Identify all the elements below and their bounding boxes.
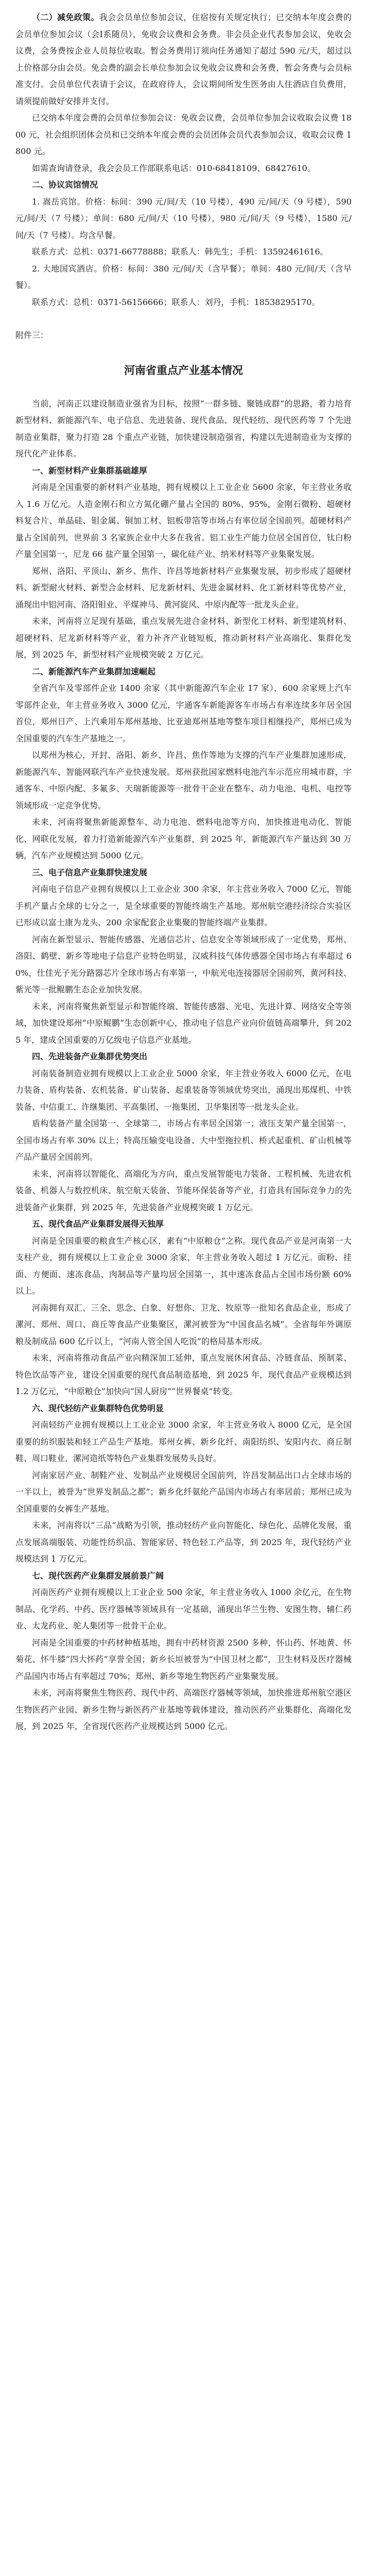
section-title: 五、现代食品产业集群发展得天独厚: [32, 1219, 164, 1229]
hotel-2-info: 2. 大地国宾酒店。价格：标间：380 元/间/天（含早餐）；单间：480 元/间/天（含早餐）。: [15, 263, 352, 290]
section-paragraph: 盾构装备产量全国第一、全球第二，市场占有率居全国第一；液压支架产量全国第一，全国市场占有率 30% 以上；特高压输变电设备、大中型拖拉机、桥式起重机、矿山机械等产品产量居全国前列。: [15, 1118, 352, 1162]
section-title: 一、新型材料产业集群基础雄厚: [32, 465, 148, 476]
paragraph-member-fee: 已交纳本年度会费的会员单位参加会议：免收会议费，会员单位参加会议收取会议费 1800 元，社会组织团体会员和已交纳本年度会费的会员团体会员代表参加会议，收取会议费 1800 元。: [15, 113, 352, 156]
section-paragraph: 未来，河南将以智能化、高端化为方向，重点发展智能电力装备、工程机械、先进农机装备、机器人与数控机床、航空航天装备、节能环保装备等产业，打造具有国际竞争力的先进装备产业集群，到 2025 年，先进装备产业规模突破 1 万亿元。: [15, 1168, 352, 1212]
section-paragraph: 河南拥有双汇、三全、思念、白象、好想你、卫龙、牧原等一批知名食品企业，形成了漯河、郑州、周口、商丘等食品产业集聚区，漯河被誉为“中国食品名城”。全省每年外调原粮及制成品 600 亿斤以上，“河南人管全国人吃饭”的格局基本形成。: [15, 1302, 352, 1346]
section-title: 六、现代轻纺产业集群特色优势明显: [32, 1403, 164, 1413]
hotel-2-contact: 联系方式：总机：0371-56156666；联系人：刘丹，手机：18538295170。: [32, 297, 320, 307]
section-paragraph: 以郑州为核心，开封、洛阳、新乡、许昌、焦作等地为支撑的汽车产业集群加速形成，新能源汽车、智能网联汽车产业快速发展。郑州获批国家燃料电池汽车示范应用城市群，宇通客车、中原内配、多氟多、天瑞新能源等一批骨干企业在整车、动力电池、电机、电控等领域形成一定竞争优势。: [15, 750, 352, 810]
section-paragraph: 未来，河南将推动食品产业向精深加工延伸，重点发展休闲食品、冷链食品、预制菜、特色饮品等产业，建设全国重要的现代食品制造基地，到 2025 年，现代食品产业规模达到 1.2 万亿元，“中原粮仓”加快向“国人厨房”“世界餐桌”转变。: [15, 1353, 352, 1396]
section-paragraph: 未来，河南将聚焦新能源整车、动力电池、燃料电池等方向，加快推进电动化、智能化、网联化发展，着力打造新能源汽车产业集群，到 2025 年，新能源汽车产量达到 30 万辆，汽车产业规模达到 5000 亿元。: [15, 817, 352, 860]
exemption-label: （二）减免政策。: [32, 12, 99, 22]
section-paragraph: 全省汽车及零部件企业 1400 余家（其中新能源汽车企业 17 家），600 余家规上汽车零部件企业，年主营业务收入 3000 亿元，宇通客车新能源客车市场占有率连续多年居全国首位，郑州日产、上汽乘用车郑州基地、比亚迪郑州基地等整车项目相继投产，郑州已成为全国重要的汽车生产基地之一。: [15, 683, 352, 743]
paragraph-exemption: [15, 9, 352, 110]
exemption-text: 我会会员单位参加会议，住宿按有关规定执行；已交纳本年度会费的会员单位参加会议（会Ⅰ系随员），免收会议费和会务费。非会员企业代表参加会议，免收会议费，会务费按企业人员每位收取。暂会务费用订须向任务通知了超过 590 元/天，超过以上价格部分由会员。免会费的副会长单位参加会议免收会议费和会务费，暂会务费与会员标准支付。会员单位代表请于会议，在政府待人，会议期间所发生医务由人住酒店自负费用，请须提前做好安排并支付。: [15, 12, 352, 106]
section-title: 二、新能源汽车产业集群加速崛起: [32, 666, 156, 676]
attachment-label: 附件三：: [15, 330, 49, 340]
section-paragraph: 郑州、洛阳、平顶山、新乡、焦作、许昌等地新材料产业集聚发展，初步形成了超硬材料、新型耐火材料、新型合金材料、尼龙新材料、先进金属材料、化工新材料等优势产业，涌现出中铝河南、洛阳钼业、平煤神马、黄河旋风、中原内配等一批龙头企业。: [15, 566, 352, 609]
industry-sections: [15, 463, 352, 1735]
section-title: 四、先进装备产业集群优势突出: [32, 1052, 148, 1061]
section-paragraph: 河南装备制造业拥有规模以上工业企业 5000 余家，年主营业务收入 6000 亿元，在电力装备、盾构装备、农机装备、矿山装备、起重装备等领域优势突出，涌现出郑煤机、中铁装备、中信重工、许继集团、平高集团、一拖集团、卫华集团等一批龙头企业。: [15, 1068, 352, 1112]
section-paragraph: 河南轻纺产业拥有规模以上工业企业 3000 余家，年主营业务收入 8000 亿元，是全国重要的纺织服装和轻工产品生产基地。郑州女裤、新乡化纤、南阳纺织、安阳内衣、商丘制鞋、周口鞋业、漯河造纸等特色产业集群发展势头良好。: [15, 1420, 352, 1463]
section-paragraph: 河南家居产业、制鞋产业、发制品产业规模居全国前列，许昌发制品出口占全球市场的一半以上，被誉为“世界发制品之都”；新乡化纤氨纶产品国内市场占有率居前；郑州已成为全国重要的女裤生产基地。: [15, 1470, 352, 1514]
section-paragraph: 河南是全国重要的新材料产业基地，拥有规模以上工业企业 5600 余家，年主营业务收入 1.6 万亿元。人造金刚石和立方氮化硼产量占全国的 80%、95%，金刚石微粉、超硬材料复合片、单晶硅、钼金属、铜加工材、铝板带箔等市场占有率位居全国前列。超硬材料产量占全国前列，世界前 3 名家族企业中大多在我省。铝工业生产能力位居全国首位，钛白粉产量全国第一，尼龙 66 盐产量全国第一，碳化硅产业、纳米材料等产业集聚发展。: [15, 482, 352, 559]
section-paragraph: 未来，河南将立足现有基础，重点发展先进合金材料、新型化工材料、新型建筑材料、超硬材料、尼龙新材料等产业，着力补齐产业链短板，推动新材料产业高端化、集群化发展，到 2025 年，新型材料产业规模突破 2 万亿元。: [15, 616, 352, 659]
section-title: 七、现代医药产业集群发展前景广阔: [32, 1570, 164, 1581]
section-title: 三、电子信息产业集群快速发展: [32, 867, 148, 877]
section-paragraph: 河南是全国重要的中药材种植基地，拥有中药材资源 2500 多种，怀山药、怀地黄、怀菊花、怀牛膝“四大怀药”享誉全国；新乡长垣被誉为“中国卫材之都”，卫生材料及医疗器械产品国内市场占有率超过 70%；郑州、新乡等地生物医药产业集聚发展。: [15, 1637, 352, 1681]
hotel-1-info: 1. 嵩岳宾馆。价格：标间：390 元/间/天（10 号楼），490 元/间/天（9 号楼），590 元/间/天（7 号楼）；单间：680 元/间/天（10 号楼），980 元/间/天（9 号楼），1580 元/间/天（7 号楼）。均含早餐。: [15, 196, 352, 240]
section-title-hotels: 二、协议宾馆情况: [32, 180, 98, 190]
section-paragraph: 未来，河南将聚焦新型显示和智能终端、智能传感器、光电、先进计算、网络安全等领域，加快建设郑州“中原鲲鹏”生态创新中心，推动电子信息产业向价值链高端攀升，到 2025 年，建成全国重要的万亿级电子信息产业基地。: [15, 1001, 352, 1045]
paragraph-contact: 如需查询请登录，我会会员工作部联系电话：010-68418109、68427610。: [32, 163, 316, 173]
section-paragraph: 河南医药产业拥有规模以上工业企业 500 余家，年主营业务收入 1000 余亿元，在生物制品、化学药、中药、医疗器械等领域具有一定基础，涌现出华兰生物、安图生物、辅仁药业、太龙药业、驼人集团等一批骨干企业。: [15, 1587, 352, 1631]
section-paragraph: 河南电子信息产业拥有规模以上工业企业 300 余家，年主营业务收入 7000 亿元，智能手机产量占全球的七分之一，是全球重要的智能终端生产基地。郑州航空港经济综合实验区已形成以富士康为龙头、200 余家配套企业集聚的智能终端产业集群。: [15, 884, 352, 927]
section-paragraph: 未来，河南将以“三品”战略为引领，推动轻纺产业向智能化、绿色化、品牌化发展，重点发展高端服装、功能性纺织品、智能家居、特色轻工产品等，到 2025 年，现代轻纺产业规模达到 1 万亿元。: [15, 1520, 352, 1564]
section-paragraph: 河南是全国重要的粮食生产核心区，素有“中原粮仓”之称。现代食品产业是河南第一大支柱产业，拥有规模以上工业企业 3000 余家，年主营业务收入超过 1 万亿元。面粉、挂面、方便面、速冻食品、肉制品等产量均居全国第一，其中速冻食品占全国市场份额 60% 以上。: [15, 1235, 352, 1296]
hotel-1-contact: 联系方式：总机：0371-66778888；联系人：韩先生；手机：13592461616。: [32, 247, 328, 257]
document-title: 河南省重点产业基本情况: [124, 363, 243, 377]
section-paragraph: 未来，河南将聚焦生物医药、现代中药、高端医疗器械等领域，加快推进郑州航空港区生物医药产业园、新乡生物与新医药产业基地等载体建设，推动医药产业集群化、高端化发展，到 2025 年，全省现代医药产业规模达到 5000 亿元。: [15, 1688, 352, 1731]
intro-paragraph: 当前，河南正以建设制造业强省为目标，按照“一群多链、聚链成群”的思路，着力培育新型材料、新能源汽车、电子信息、先进装备、现代食品、现代轻纺、现代医药等 7 个先进制造业集群，聚力打造 28 个重点产业链，加快建设制造强省，构建以先进制造业为支撑的现代化产业体系。: [15, 398, 352, 459]
section-paragraph: 河南在新型显示、智能传感器、光通信芯片、信息安全等领域形成了一定优势，郑州、洛阳、鹤壁、新乡等地电子信息产业特色明显，汉威科技气体传感器全国市场占有率超过 60%，仕佳光子光分路器芯片全球市场占有率第一，中航光电连接器居全国前列，黄河科技、紫光等一批鲲鹏生态企业加快发展。: [15, 934, 352, 994]
